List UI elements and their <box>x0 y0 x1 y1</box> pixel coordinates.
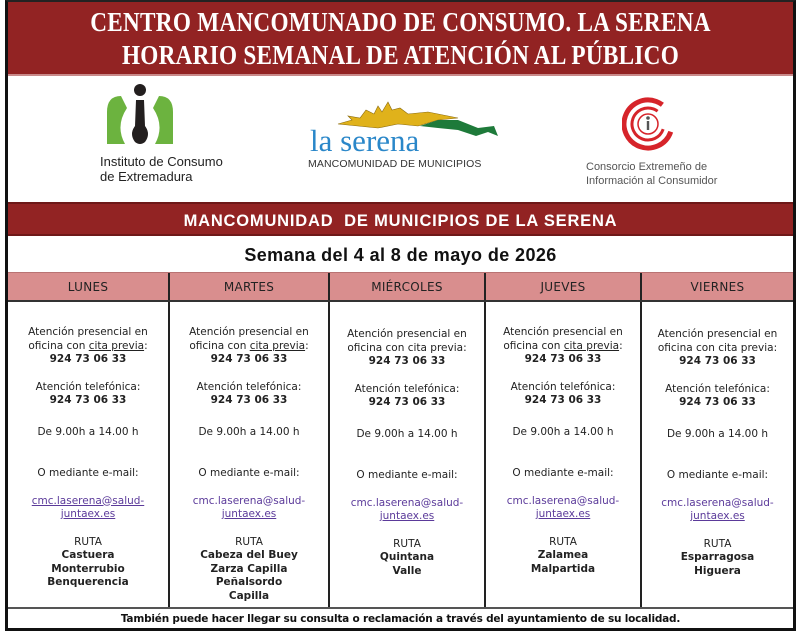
phone-number: 924 73 06 33 <box>679 396 756 408</box>
appointment-line <box>642 342 793 356</box>
route-list <box>330 551 484 578</box>
cita-previa-text: cita previa <box>88 339 145 352</box>
opening-hours: De 9.00h a 14.00 h <box>37 425 139 438</box>
email-link[interactable] <box>8 495 168 522</box>
phone-label: Atención telefónica: <box>510 380 616 393</box>
in-person-label: Atención presencial en <box>347 328 467 340</box>
email-link[interactable] <box>170 495 328 522</box>
cita-previa-text: cita previa <box>249 339 306 352</box>
email-label: O mediante e-mail: <box>356 469 458 481</box>
opening-hours: De 9.00h a 14.00 h <box>198 425 300 438</box>
email-line-2: juntaex.es <box>379 510 435 522</box>
route-list <box>170 549 328 603</box>
cita-previa-text: cita previa <box>563 339 620 352</box>
footer-note: También puede hacer llegar su consulta o reclamación a través del ayuntamiento de su localidad. <box>8 607 793 630</box>
email-label: O mediante e-mail: <box>512 467 614 479</box>
opening-hours: De 9.00h a 14.00 h <box>666 427 769 440</box>
logo-la-serena <box>308 108 508 170</box>
day-column-viernes <box>642 302 793 607</box>
email-line-1: cmc.laserena@salud- <box>506 494 620 507</box>
appointment-phone: 924 73 06 33 <box>49 353 127 365</box>
days-header-row <box>8 272 793 302</box>
phone-label: Atención telefónica: <box>35 380 141 393</box>
logos-row <box>8 78 793 202</box>
email-label: O mediante e-mail: <box>198 467 300 479</box>
info-i-logo-icon <box>105 82 175 148</box>
appointment-prefix: oficina con cita previa: <box>347 341 467 354</box>
route-town: Quintana <box>379 551 435 563</box>
appointment-suffix: : <box>144 339 148 352</box>
day-column-miercoles <box>330 302 486 607</box>
route-list <box>486 549 640 576</box>
email-label: O mediante e-mail: <box>37 467 139 479</box>
serena-subtitle: MANCOMUNIDAD DE MUNICIPIOS <box>308 158 482 170</box>
appointment-phone: 924 73 06 33 <box>679 355 756 367</box>
email-line-1: cmc.laserena@salud- <box>31 494 145 507</box>
route-label: RUTA <box>549 535 577 548</box>
day-header-lunes: LUNES <box>8 273 170 300</box>
schedule-sheet <box>5 0 796 631</box>
route-label: RUTA <box>74 535 102 548</box>
route-list <box>642 551 793 578</box>
phone-number: 924 73 06 33 <box>49 394 127 406</box>
email-label: O mediante e-mail: <box>666 469 769 481</box>
route-town: Malpartida <box>530 562 596 575</box>
appointment-line <box>330 342 484 356</box>
email-link[interactable] <box>330 497 484 524</box>
appointment-suffix: : <box>305 339 309 352</box>
day-header-martes: MARTES <box>170 273 330 300</box>
route-label: RUTA <box>235 535 263 548</box>
route-label: RUTA <box>393 537 421 550</box>
cec-name-line-2: Información al Consumidor <box>586 175 718 187</box>
day-header-jueves: JUEVES <box>486 273 642 300</box>
appointment-suffix: : <box>619 339 623 352</box>
schedule-grid <box>8 302 793 607</box>
cec-info-rings-icon <box>622 96 682 152</box>
day-column-lunes <box>8 302 170 607</box>
in-person-label: Atención presencial en <box>28 326 148 338</box>
email-line-1: cmc.laserena@salud- <box>350 496 464 509</box>
route-town: Capilla <box>228 589 270 602</box>
route-town: Monterrubio <box>51 562 125 575</box>
week-label: Semana del 4 al 8 de mayo de 2026 <box>244 245 557 265</box>
ice-name-line-1: Instituto de Consumo <box>100 154 223 169</box>
opening-hours: De 9.00h a 14.00 h <box>512 425 614 438</box>
appointment-prefix: oficina con cita previa: <box>657 341 778 354</box>
logo-instituto-consumo <box>100 82 270 184</box>
route-town: Castuera <box>61 549 115 561</box>
appointment-line <box>170 340 328 354</box>
route-town: Valle <box>392 564 422 577</box>
day-column-jueves <box>486 302 642 607</box>
phone-label: Atención telefónica: <box>196 380 302 393</box>
email-line-2: juntaex.es <box>690 510 745 522</box>
phone-number: 924 73 06 33 <box>524 394 602 406</box>
email-line-1: cmc.laserena@salud- <box>192 494 306 507</box>
route-town: Benquerencia <box>47 576 129 588</box>
appointment-phone: 924 73 06 33 <box>368 355 446 367</box>
phone-number: 924 73 06 33 <box>210 394 288 406</box>
email-link[interactable] <box>642 497 793 524</box>
route-town: Esparragosa <box>680 551 755 563</box>
route-list <box>8 549 168 590</box>
mancomunidad-band: MANCOMUNIDAD DE MUNICIPIOS DE LA SERENA <box>8 202 793 236</box>
serena-wordmark: la serena <box>310 123 420 158</box>
email-line-2: juntaex.es <box>60 508 116 520</box>
appointment-prefix: oficina con <box>189 339 250 352</box>
appointment-prefix: oficina con <box>28 339 89 352</box>
route-town: Zarza Capilla <box>210 562 288 575</box>
opening-hours: De 9.00h a 14.00 h <box>356 427 458 440</box>
ice-name-line-2: de Extremadura <box>100 169 193 184</box>
day-column-martes <box>170 302 330 607</box>
email-line-2: juntaex.es <box>535 508 591 520</box>
title-banner <box>8 2 793 76</box>
email-line-2: juntaex.es <box>221 508 277 520</box>
appointment-line <box>486 340 640 354</box>
day-header-viernes: VIERNES <box>690 280 745 294</box>
title-line-1: CENTRO MANCOMUNADO DE CONSUMO. LA SERENA <box>90 7 711 37</box>
title-line-2: HORARIO SEMANAL DE ATENCIÓN AL PÚBLICO <box>121 40 680 70</box>
email-link[interactable] <box>486 495 640 522</box>
appointment-line <box>8 340 168 354</box>
phone-label: Atención telefónica: <box>665 382 770 395</box>
phone-number: 924 73 06 33 <box>368 396 446 408</box>
in-person-label: Atención presencial en <box>657 328 778 340</box>
route-town: Higuera <box>694 564 741 577</box>
in-person-label: Atención presencial en <box>189 326 309 338</box>
route-town: Cabeza del Buey <box>200 549 298 561</box>
cec-name-line-1: Consorcio Extremeño de <box>586 161 708 173</box>
in-person-label: Atención presencial en <box>503 326 623 338</box>
email-line-1: cmc.laserena@salud- <box>661 496 774 509</box>
phone-label: Atención telefónica: <box>354 382 460 395</box>
appointment-phone: 924 73 06 33 <box>210 353 288 365</box>
route-label: RUTA <box>703 537 732 550</box>
day-header-miercoles: MIÉRCOLES <box>330 273 486 300</box>
appointment-phone: 924 73 06 33 <box>524 353 602 365</box>
route-town: Zalamea <box>537 549 589 561</box>
logo-consorcio <box>586 96 756 188</box>
route-town: Peñalsordo <box>215 576 283 588</box>
appointment-prefix: oficina con <box>503 339 564 352</box>
